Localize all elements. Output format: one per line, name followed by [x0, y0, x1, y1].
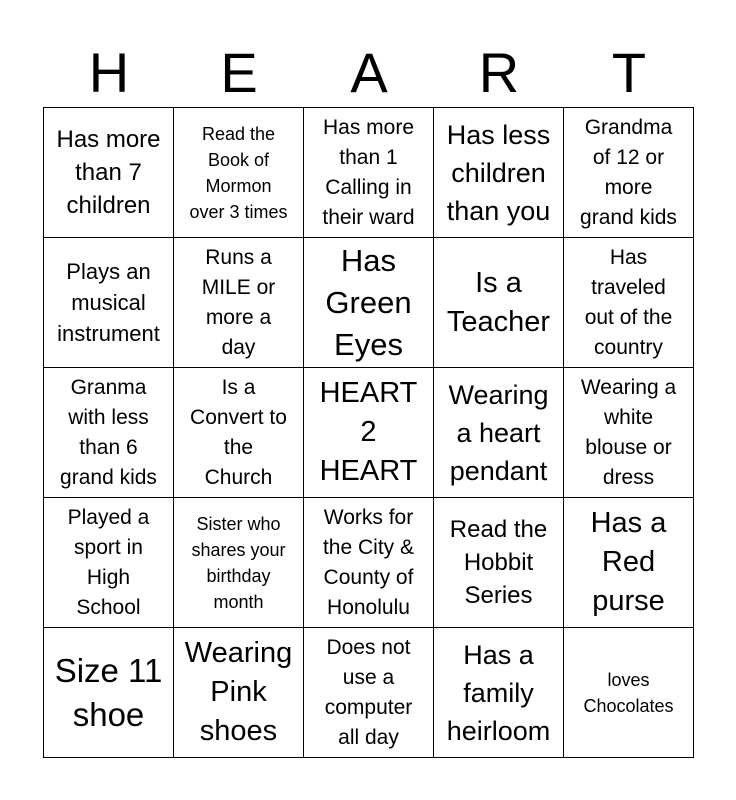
bingo-cell-r3-c1[interactable] [44, 368, 174, 498]
bingo-cell-r4-c2[interactable] [174, 498, 304, 628]
bingo-cell-r5-c3[interactable] [304, 628, 434, 758]
bingo-cell-r2-c1[interactable] [44, 238, 174, 368]
bingo-cell-r5-c5[interactable] [564, 628, 694, 758]
bingo-cell-r5-c1[interactable] [44, 628, 174, 758]
bingo-cell-text: loves Chocolates [583, 669, 674, 716]
bingo-cell-text: Has a family heirloom [446, 639, 551, 746]
bingo-cell-r2-c2[interactable] [174, 238, 304, 368]
bingo-cell-r5-c2[interactable] [174, 628, 304, 758]
header-letter-h: H [88, 41, 130, 104]
bingo-cell-r4-c3[interactable] [304, 498, 434, 628]
bingo-cell-text: HEART 2 HEART [319, 377, 418, 487]
bingo-cell-text: Wearing a heart pendant [448, 379, 549, 486]
bingo-cell-r3-c5[interactable] [564, 368, 694, 498]
bingo-cell-text: Does not use a computer all day [324, 635, 413, 749]
bingo-cell-text: Runs a MILE or more a day [201, 245, 276, 359]
bingo-cell-text: Is a Teacher [446, 266, 551, 338]
bingo-cell-r2-c4[interactable] [434, 238, 564, 368]
bingo-cell-r1-c1[interactable] [44, 108, 174, 238]
header-letter-r: R [478, 41, 520, 104]
bingo-cell-text: Has a Red purse [590, 507, 667, 617]
bingo-cell-text: Granma with less than 6 grand kids [60, 375, 157, 489]
bingo-cell-r2-c5[interactable] [564, 238, 694, 368]
bingo-cell-text: Is a Convert to the Church [190, 375, 287, 489]
bingo-cell-r1-c5[interactable] [564, 108, 694, 238]
header-letter-t: T [611, 41, 647, 104]
bingo-cell-text: Read the Book of Mormon over 3 times [189, 123, 288, 222]
bingo-cell-r4-c1[interactable] [44, 498, 174, 628]
bingo-cell-r3-c2[interactable] [174, 368, 304, 498]
bingo-cell-text: Size 11 shoe [54, 651, 163, 733]
bingo-cell-text: Wearing a white blouse or dress [580, 375, 677, 489]
bingo-cell-text: Grandma of 12 or more grand kids [580, 115, 677, 229]
bingo-cell-r5-c4[interactable] [434, 628, 564, 758]
bingo-cell-text: Sister who shares your birthday month [191, 513, 286, 612]
bingo-board [43, 107, 694, 758]
bingo-cell-r1-c2[interactable] [174, 108, 304, 238]
bingo-cell-r2-c3[interactable] [304, 238, 434, 368]
bingo-cell-text: Read the Hobbit Series [449, 516, 548, 609]
bingo-cell-r1-c4[interactable] [434, 108, 564, 238]
header-letter-e: E [220, 41, 258, 104]
bingo-cell-r4-c5[interactable] [564, 498, 694, 628]
bingo-cell-text: Has traveled out of the country [584, 245, 673, 359]
bingo-cell-text: Plays an musical instrument [57, 259, 160, 346]
bingo-cell-text: Played a sport in High School [67, 505, 150, 619]
bingo-cell-text: Has more than 7 children [56, 126, 161, 219]
bingo-cell-r3-c4[interactable] [434, 368, 564, 498]
bingo-cell-r1-c3[interactable] [304, 108, 434, 238]
bingo-cell-text: Has more than 1 Calling in their ward [322, 115, 415, 229]
bingo-cell-text: Has Green Eyes [325, 242, 412, 362]
bingo-cell-text: Has less children than you [446, 119, 551, 226]
bingo-cell-text: Wearing Pink shoes [184, 637, 293, 747]
bingo-cell-r3-c3[interactable] [304, 368, 434, 498]
bingo-header [44, 40, 694, 106]
bingo-cell-text: Works for the City & County of Honolulu [322, 505, 415, 619]
bingo-cell-r4-c4[interactable] [434, 498, 564, 628]
header-letter-a: A [350, 41, 388, 104]
